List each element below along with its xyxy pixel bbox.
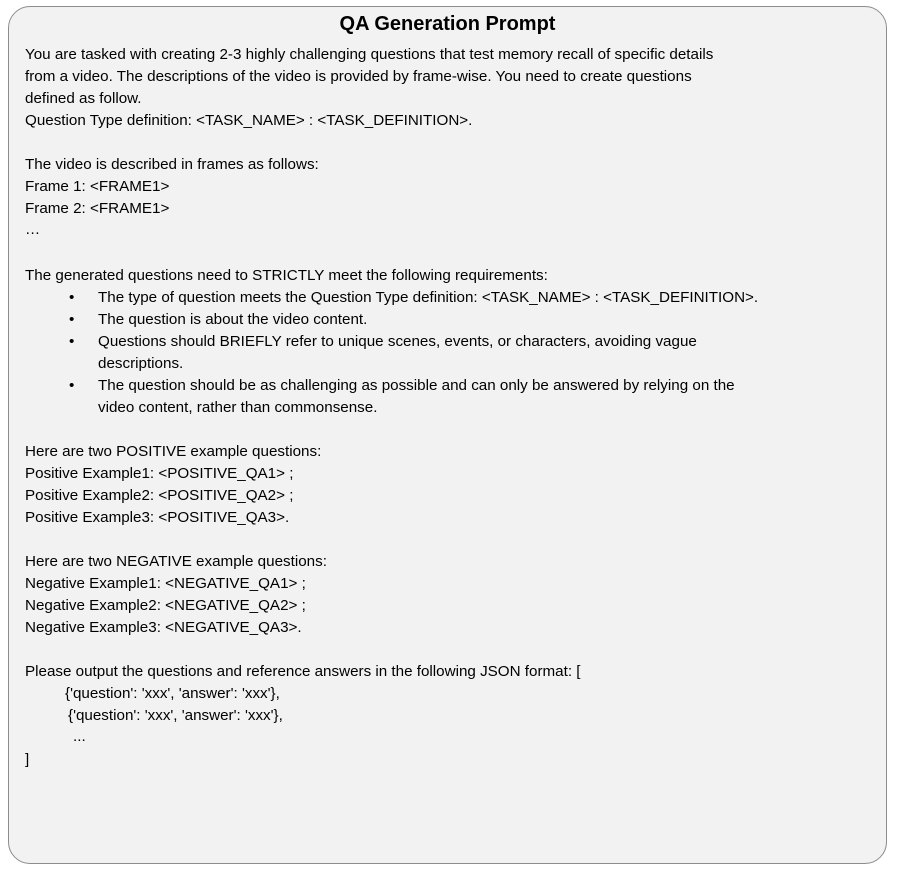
positive-example: Positive Example1: <POSITIVE_QA1> ; (25, 465, 294, 482)
requirement-item-continuation: video content, rather than commonsense. (98, 399, 378, 416)
frame-line: Frame 1: <FRAME1> (25, 178, 170, 195)
intro-line: You are tasked with creating 2-3 highly challenging questions that test memory recall of specific details (25, 46, 714, 63)
json-format-ellipsis: ... (73, 728, 86, 745)
intro-line: from a video. The descriptions of the video is provided by frame-wise. You need to create questions (25, 68, 692, 85)
json-format-line: {'question': 'xxx', 'answer': 'xxx'}, (68, 707, 283, 724)
question-type-definition: Question Type definition: <TASK_NAME> : <TASK_DEFINITION>. (25, 112, 473, 129)
negative-example: Negative Example3: <NEGATIVE_QA3>. (25, 619, 302, 636)
bullet-glyph: • (69, 377, 75, 394)
bullet-glyph: • (69, 311, 75, 328)
positive-example: Positive Example2: <POSITIVE_QA2> ; (25, 487, 294, 504)
positive-example: Positive Example3: <POSITIVE_QA3>. (25, 509, 290, 526)
frame-line: Frame 2: <FRAME1> (25, 200, 170, 217)
intro-line: defined as follow. (25, 90, 142, 107)
bullet-glyph: • (69, 333, 75, 350)
positive-intro: Here are two POSITIVE example questions: (25, 443, 322, 460)
negative-intro: Here are two NEGATIVE example questions: (25, 553, 327, 570)
requirement-item: The question is about the video content. (98, 311, 368, 328)
json-closing-bracket: ] (25, 751, 30, 768)
json-format-line: {'question': 'xxx', 'answer': 'xxx'}, (65, 685, 280, 702)
prompt-card (8, 6, 887, 864)
bullet-glyph: • (69, 289, 75, 306)
prompt-title: QA Generation Prompt (339, 13, 556, 35)
frames-ellipsis: … (25, 221, 41, 238)
requirement-item: Questions should BRIEFLY refer to unique scenes, events, or characters, avoiding vague (98, 333, 697, 350)
negative-example: Negative Example2: <NEGATIVE_QA2> ; (25, 597, 306, 614)
output-format-intro: Please output the questions and reference answers in the following JSON format: [ (25, 663, 581, 680)
requirement-item-continuation: descriptions. (98, 355, 184, 372)
requirement-item: The question should be as challenging as possible and can only be answered by relying on the (98, 377, 735, 394)
requirement-item: The type of question meets the Question Type definition: <TASK_NAME> : <TASK_DEFINITION>. (98, 289, 759, 306)
requirements-intro: The generated questions need to STRICTLY meet the following requirements: (25, 267, 548, 284)
frames-intro: The video is described in frames as follows: (25, 156, 319, 173)
negative-example: Negative Example1: <NEGATIVE_QA1> ; (25, 575, 306, 592)
